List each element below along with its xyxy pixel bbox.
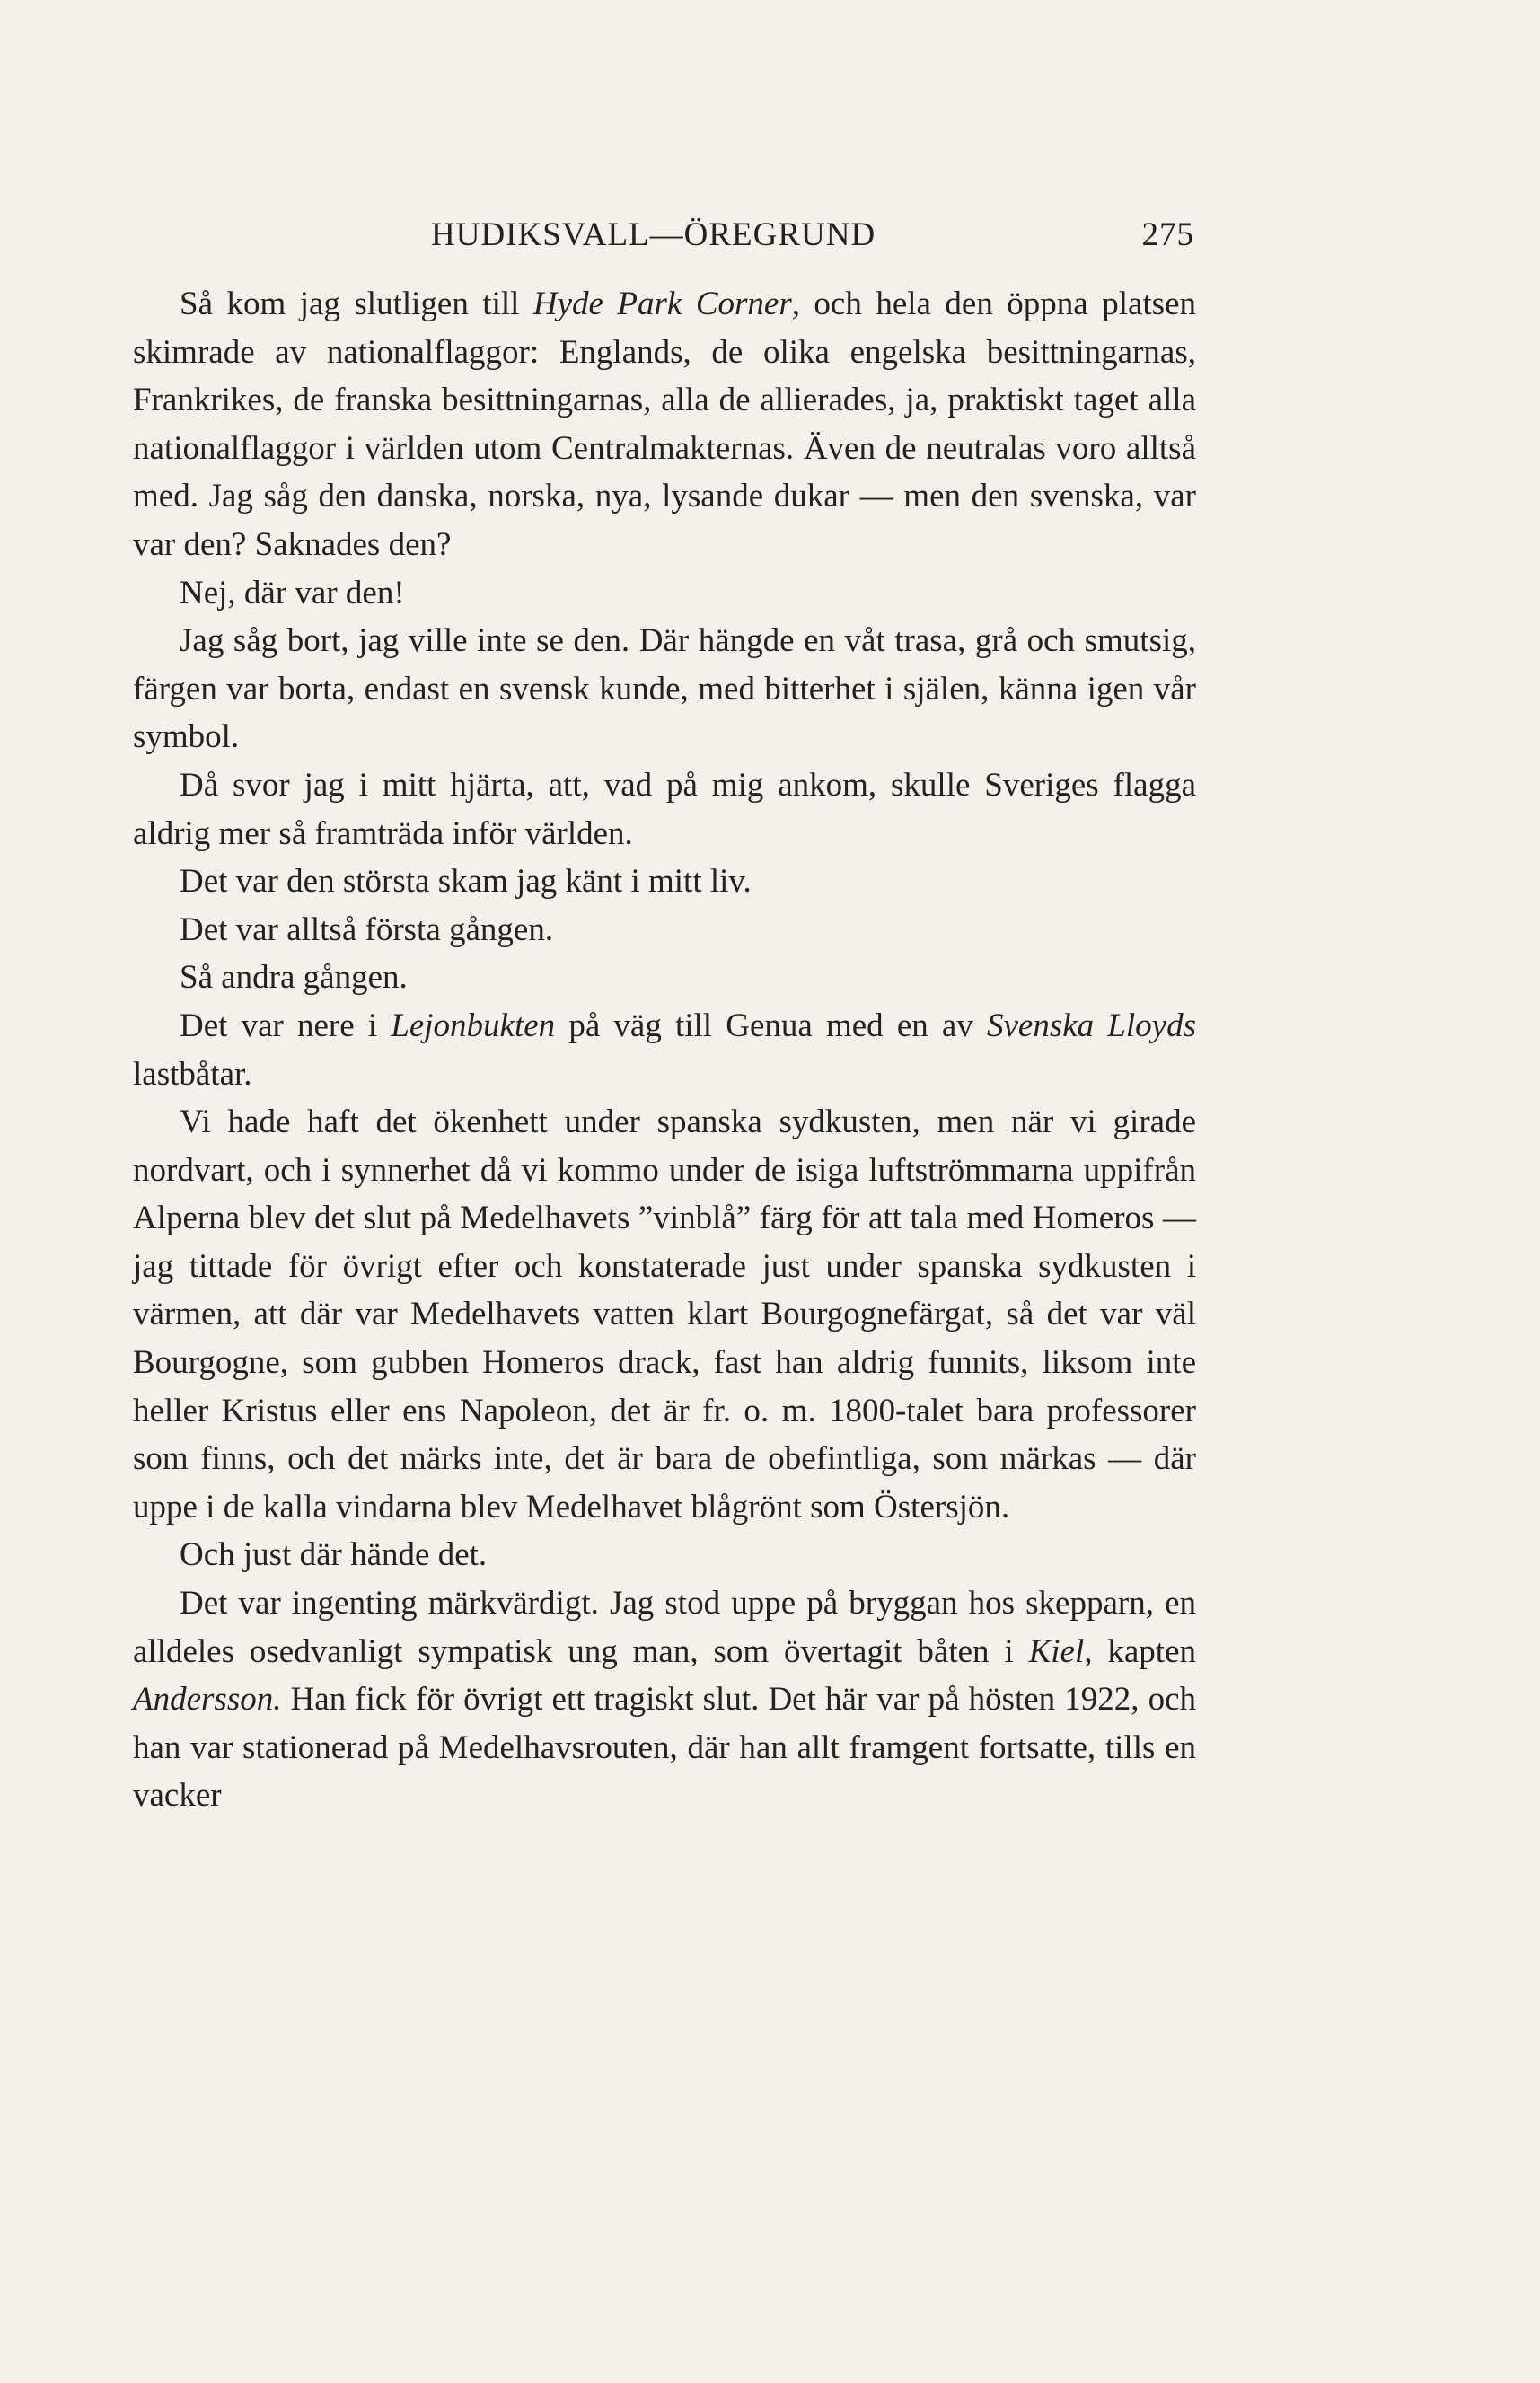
body-text — [133, 280, 1196, 1820]
text-run: , och hela den öppna platsen skimrade av nationalflaggor: Englands, de olika engelska besittningarnas, Frankrikes, de franska besittningarnas, alla de allierades, ja, praktiskt taget alla nationalflaggor i världen utom Centralmakternas. Även de neutralas voro alltså med. Jag såg den danska, norska, nya, lysande dukar — men den svenska, var var den? Saknades den? — [133, 286, 1197, 563]
text-run: Det var ingenting märkvärdigt. Jag stod uppe på bryggan hos skepparn, en alldeles osedvanligt sympatisk ung man, som övertagit båten i — [133, 1585, 1196, 1670]
running-head: HUDIKSVALL—ÖREGRUND — [431, 216, 876, 253]
text-run: Så kom jag slutligen till — [180, 286, 533, 322]
italic-company-name: Svenska Lloyds — [986, 1007, 1196, 1044]
italic-place-name: Kiel, — [1028, 1632, 1093, 1670]
paragraph: Vi hade haft det ökenhett under spanska sydkusten, men när vi girade nordvart, och i synnerhet då vi kommo under de isiga luftströmmarna uppifrån Alperna blev det slut på Medelhavets ”vinblå” färg för att tala med Homeros — jag tittade för övrigt efter och konstaterade just under spanska sydkusten i värmen, att där var Medelhavets vatten klart Bourgognefärgat, så det var väl Bourgogne, som gubben Homeros drack, fast han aldrig funnits, liksom inte heller Kristus eller ens Napoleon, det är fr. o. m. 1800-talet bara professorer som finns, och det märks inte, det är bara de obefintliga, som märkas — där uppe i de kalla vindarna blev Medelhavet blågrönt som Östersjön. — [133, 1104, 1196, 1526]
text-run: lastbåtar. — [133, 1055, 252, 1093]
paragraph: Nej, där var den! — [180, 574, 405, 611]
paragraph: Så andra gången. — [180, 959, 408, 997]
paragraph: Det var alltså första gången. — [180, 910, 554, 948]
page-number: 275 — [1141, 216, 1194, 253]
text-run: Han fick för övrigt ett tragiskt slut. Det här var på hösten 1922, och han var stationerad på Medelhavsrouten, där han allt framgent fortsatte, tills en vacker — [133, 1681, 1196, 1815]
text-run: Det var nere i — [180, 1007, 392, 1044]
italic-person-name: Andersson. — [133, 1681, 282, 1719]
text-run: kapten — [1092, 1632, 1196, 1670]
paragraph — [133, 1002, 1196, 1098]
text-run: på väg till Genua med en av — [555, 1007, 987, 1044]
paragraph: Det var den största skam jag känt i mitt liv. — [180, 863, 752, 901]
page-header — [133, 208, 1194, 262]
paragraph: Jag såg bort, jag ville inte se den. Där hängde en våt trasa, grå och smutsig, färgen var borta, endast en svensk kunde, med bitterhet i själen, känna igen vår symbol. — [133, 622, 1196, 756]
paragraph: Då svor jag i mitt hjärta, att, vad på mig ankom, skulle Sveriges flagga aldrig mer så framträda inför världen. — [133, 766, 1196, 852]
paragraph — [133, 280, 1196, 569]
italic-place-name: Lejonbukten — [391, 1007, 556, 1044]
paragraph — [133, 1579, 1196, 1820]
paragraph: Och just där hände det. — [180, 1536, 488, 1574]
italic-place-name: Hyde Park Corner — [532, 286, 792, 322]
